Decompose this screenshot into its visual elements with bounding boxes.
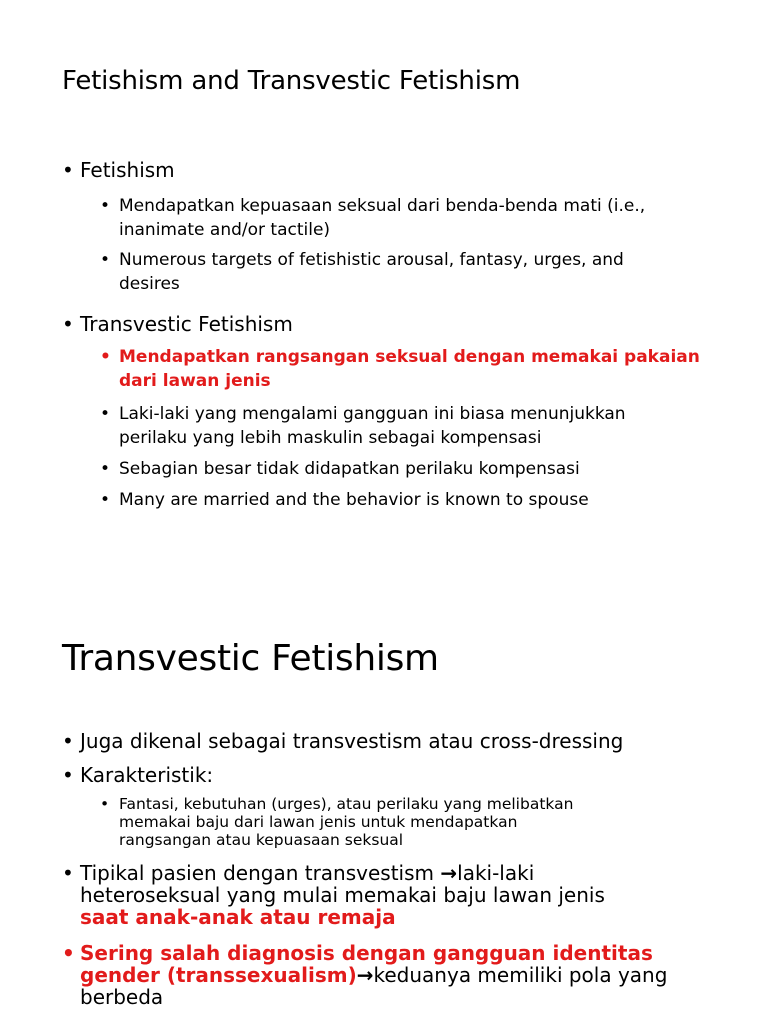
sub-bullet-fetishism-2: • Numerous targets of fetishistic arousal, fantasy, urges, and desires (100, 248, 710, 296)
sub-bullet-karakteristik: • Fantasi, kebutuhan (urges), atau perilaku yang melibatkan memakai baju dari lawan jenis untuk mendapatkan rangsangan atau kepuasaan seksual (100, 795, 690, 849)
bullet-cross-dressing: • Juga dikenal sebagai transvestism atau cross-dressing (62, 730, 722, 752)
bullet-karakteristik: • Karakteristik: (62, 764, 722, 786)
bullet-tipikal-pasien: • Tipikal pasien dengan transvestism →laki-laki heteroseksual yang mulai memakai baju lawan jenis saat anak-anak atau remaja (62, 862, 722, 928)
sub-bullet-transvestic-3: • Sebagian besar tidak didapatkan perilaku kompensasi (100, 457, 710, 481)
slide-1-title: Fetishism and Transvestic Fetishism (62, 66, 521, 96)
sub-bullet-transvestic-2: • Laki-laki yang mengalami gangguan ini biasa menunjukkan perilaku yang lebih maskulin sebagai kompensasi (100, 402, 710, 450)
slide-2-title: Transvestic Fetishism (62, 638, 439, 679)
sub-bullet-transvestic-4: • Many are married and the behavior is known to spouse (100, 488, 710, 512)
bullet-salah-diagnosis: • Sering salah diagnosis dengan gangguan identitas gender (transsexualism)→keduanya memiliki pola yang berbeda (62, 942, 722, 1008)
bullet-transvestic-fetishism: • Transvestic Fetishism (62, 312, 293, 336)
bullet-fetishism: • Fetishism (62, 158, 175, 182)
sub-bullet-fetishism-1: • Mendapatkan kepuasaan seksual dari benda-benda mati (i.e., inanimate and/or tactile) (100, 194, 710, 242)
arrow-icon: → (356, 963, 374, 987)
sub-bullet-transvestic-1: • Mendapatkan rangsangan seksual dengan memakai pakaian dari lawan jenis (100, 345, 710, 393)
arrow-icon: → (440, 861, 458, 885)
